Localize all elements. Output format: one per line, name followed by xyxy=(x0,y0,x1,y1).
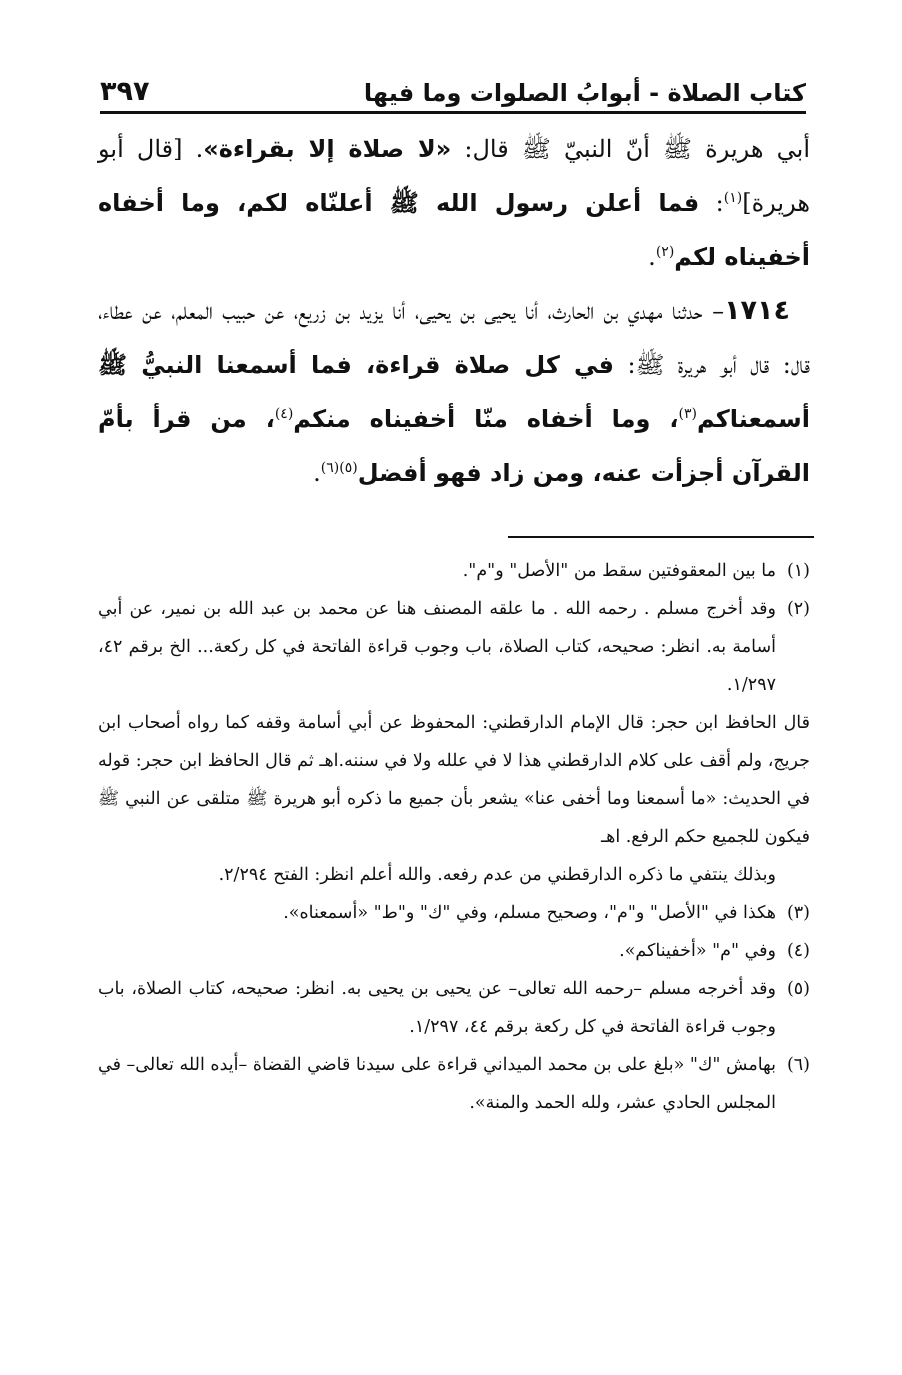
footnote-number: (٢) xyxy=(786,599,810,619)
footnote-2-continuation: وبذلك ينتفي ما ذكره الدارقطني من عدم رفعه. والله أعلم انظر: الفتح ٢/٢٩٤. xyxy=(218,865,776,885)
footnote-number: (٥) xyxy=(786,979,810,999)
footnote-number: (٤) xyxy=(786,941,810,961)
footnote-2 xyxy=(98,590,810,704)
text-run: : xyxy=(699,189,724,217)
text-run: أبي هريرة ﷺ أنّ النبيّ ﷺ قال: xyxy=(451,135,811,163)
footnote-number: (٣) xyxy=(786,903,810,923)
footnote-ref: (٤) xyxy=(274,406,294,422)
footnote-text: ما بين المعقوفتين سقط من "الأصل" و"م". xyxy=(462,561,776,581)
footnote-1 xyxy=(98,552,810,590)
footnote-4 xyxy=(98,932,810,970)
text-run: – حدثنا مهدي بن الحارث، أنا يحيى بن يحيى، أنا يزيد بن زريع، عن حبيب المعلم، عن عطاء، قال: قال أبو هريرة ﷺ: xyxy=(98,297,810,379)
bold-quote: ، من قرأ بأمّ القرآن أجزأت عنه، ومن زاد فهو أفضل xyxy=(98,405,810,487)
footnote-5 xyxy=(98,970,810,1046)
chapter-title: كتاب الصلاة - أبوابُ الصلوات وما فيها xyxy=(363,79,806,107)
bold-quote: في كل صلاة قراءة، فما أسمعنا النبيُّ ﷺ أسمعناكم xyxy=(98,351,810,433)
footnote-ref: (٣) xyxy=(678,406,697,422)
running-header xyxy=(100,68,806,114)
footnote-2-continuation: قال الحافظ ابن حجر: قال الإمام الدارقطني: المحفوظ عن أبي أسامة وقفه كما رواه أصحاب ابن جريج، ولم أقف على كلام الدارقطني هذا لا في علله ولا في سننه.اهـ ثم قال الحافظ ابن حجر: قوله في الحديث: «ما أسمعنا وما أخفى عنا» يشعر بأن جميع ما ذكره أبو هريرة ﷺ متلقى عن النبي ﷺ فيكون للجميع حكم الرفع. اهـ xyxy=(98,713,810,847)
footnote-ref: (٢) xyxy=(655,244,675,260)
footnote-text: هكذا في "الأصل" و"م"، وصحيح مسلم، وفي "ك" و"ط" «أسمعناه». xyxy=(283,903,776,923)
text-run: . [قال أبو هريرة] xyxy=(98,135,810,217)
page-number: ٣٩٧ xyxy=(100,76,150,107)
footnote-number: (١) xyxy=(786,561,810,581)
footnote-ref: (٥)(٦) xyxy=(320,460,358,476)
bold-quote: «لا صلاة إلا بقراءة» xyxy=(203,135,452,163)
hadith-paragraph xyxy=(98,284,810,500)
footnote-text: وقد أخرج مسلم . رحمه الله . ما علقه المصنف هنا عن محمد بن عبد الله بن نمير، عن أبي أسامة به. انظر: صحيحه، كتاب الصلاة، باب وجوب قراءة الفاتحة في كل ركعة... الخ برقم ٤٢، ١/٢٩٧. xyxy=(98,599,776,695)
text-run: . xyxy=(313,459,321,487)
footnote-text: وفي "م" «أخفيناكم». xyxy=(619,941,776,961)
main-text xyxy=(98,122,810,500)
footnote-3 xyxy=(98,894,810,932)
hadith-number: ١٧١٤ xyxy=(724,295,790,326)
text-run: . xyxy=(648,243,656,271)
footnote-text: بهامش "ك" «بلغ على بن محمد الميداني قراءة على سيدنا قاضي القضاة –أيده الله تعالى– في المجلس الحادي عشر، ولله الحمد والمنة». xyxy=(98,1055,776,1113)
footnote-number: (٦) xyxy=(786,1055,810,1075)
footnote-separator xyxy=(508,536,814,538)
bold-quote: ، وما أخفاه منّا أخفيناه منكم xyxy=(293,405,679,433)
bold-quote: فما أعلن رسول الله ﷺ أعلنّاه لكم، وما أخفاه أخفيناه لكم xyxy=(98,189,810,271)
footnotes xyxy=(98,552,810,1122)
footnote-ref: (١) xyxy=(723,190,743,206)
footnote-6 xyxy=(98,1046,810,1122)
paragraph-continuation xyxy=(98,122,810,284)
footnote-text: وقد أخرجه مسلم –رحمه الله تعالى– عن يحيى بن يحيى به. انظر: صحيحه، كتاب الصلاة، باب وجوب قراءة الفاتحة في كل ركعة برقم ٤٤، ١/٢٩٧. xyxy=(98,979,776,1037)
